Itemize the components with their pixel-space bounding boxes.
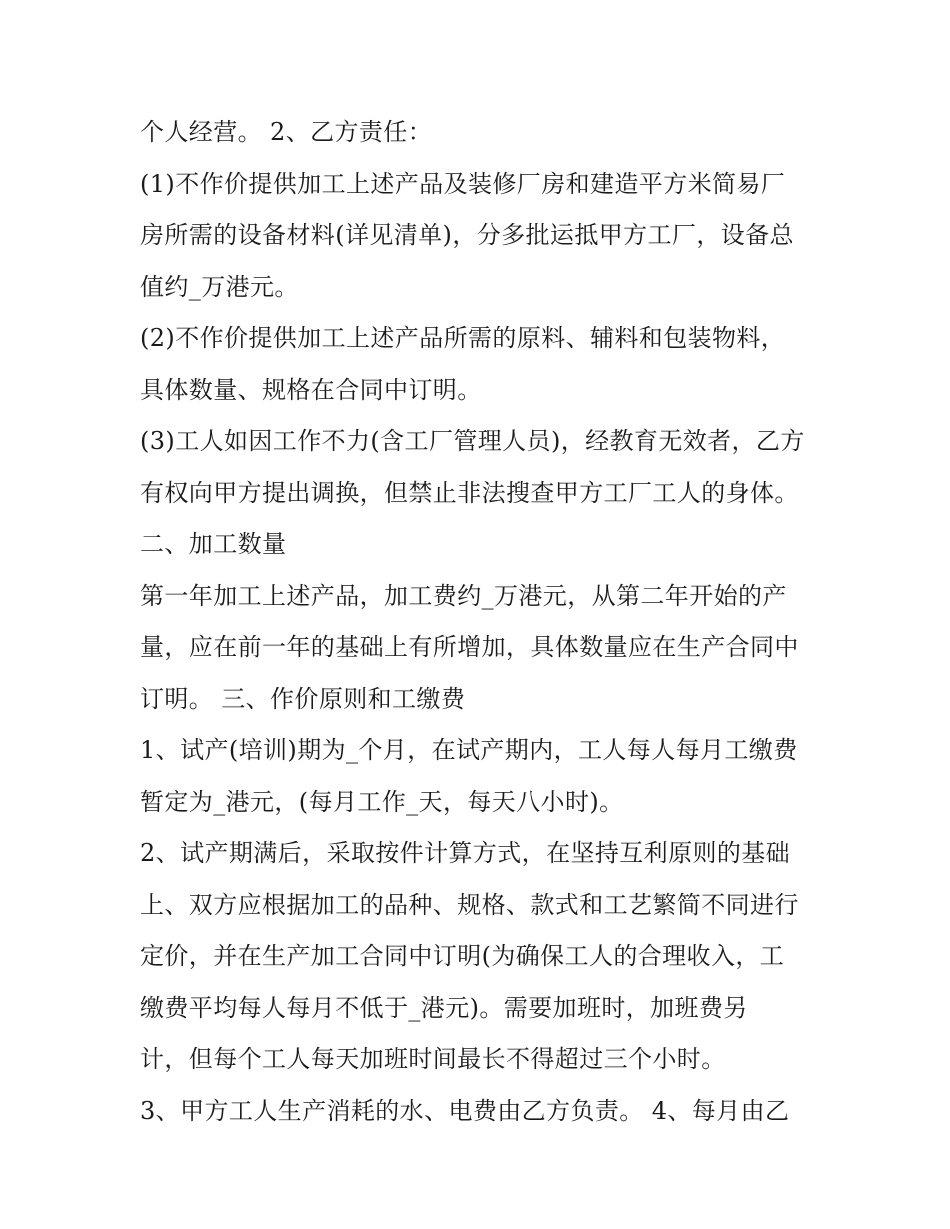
text-line: 上、双方应根据加工的品种、规格、款式和工艺繁简不同进行	[140, 890, 799, 919]
text-line: (2)不作价提供加工上述产品所需的原料、辅料和包装物料，	[140, 324, 786, 352]
text-line: 房所需的设备材料(详见清单)，分多批运抵甲方工厂，设备总	[140, 221, 794, 249]
text-line: 计，但每个工人每天加班时间最长不得超过三个小时。	[140, 1045, 726, 1073]
text-line: 值约_万港元。	[140, 272, 299, 301]
text-line: 量，应在前一年的基础上有所增加，具体数量应在生产合同中	[140, 633, 799, 661]
text-line: 个人经营。 2、乙方责任：	[140, 118, 433, 146]
text-line: 暂定为_港元，(每月工作_天，每天八小时)。	[140, 787, 624, 816]
text-line: 缴费平均每人每月不低于_港元)。需要加班时，加班费另	[140, 993, 748, 1022]
text-line: 订明。 三、作价原则和工缴费	[140, 684, 466, 713]
text-line: 3、甲方工人生产消耗的水、电费由乙方负责。 4、每月由乙	[140, 1096, 790, 1125]
text-line: (1)不作价提供加工上述产品及装修厂房和建造平方米简易厂	[140, 169, 786, 198]
text-line: (3)工人如因工作不力(含工厂管理人员)，经教育无效者，乙方	[140, 427, 805, 455]
text-line: 具体数量、规格在合同中订明。	[140, 375, 482, 404]
contract-text-body	[140, 107, 820, 1137]
section-heading: 二、加工数量	[140, 530, 287, 558]
text-line: 2、试产期满后，采取按件计算方式，在坚持互利原则的基础	[140, 839, 791, 867]
text-line: 1、试产(培训)期为_个月，在试产期内，工人每人每月工缴费	[140, 736, 798, 764]
text-line: 第一年加工上述产品，加工费约_万港元，从第二年开始的产	[140, 581, 787, 610]
text-line: 定价，并在生产加工合同中订明(为确保工人的合理收入，工	[140, 942, 785, 970]
text-line: 有权向甲方提出调换，但禁止非法搜查甲方工厂工人的身体。	[140, 478, 799, 507]
